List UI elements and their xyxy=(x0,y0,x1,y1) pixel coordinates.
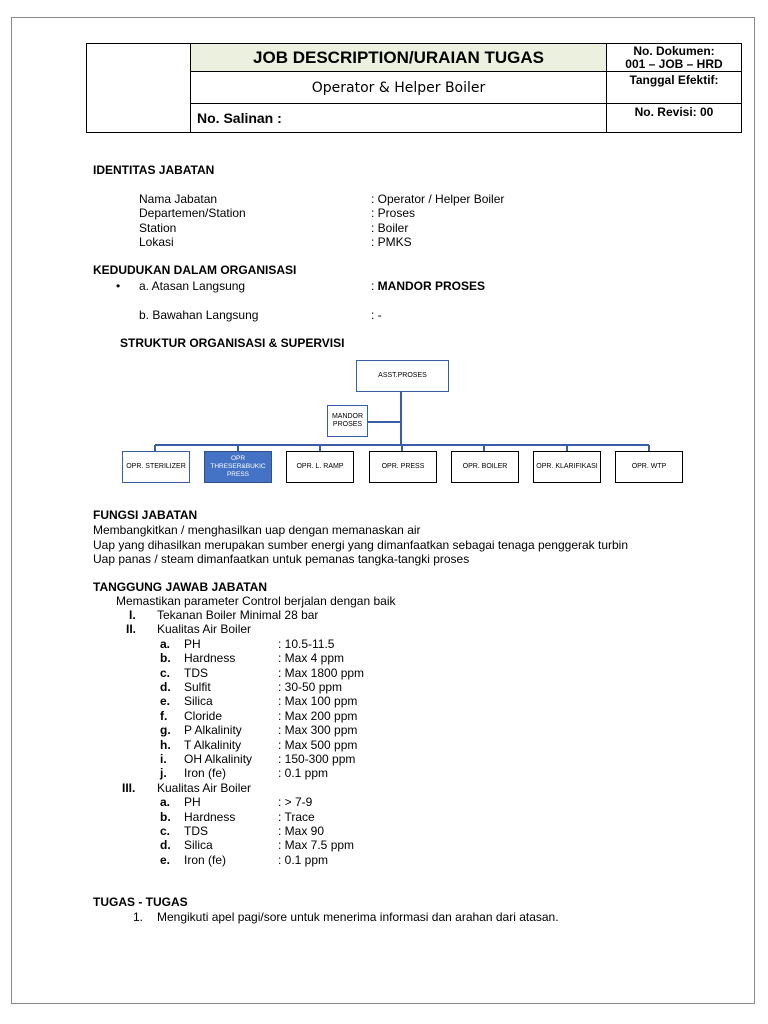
section-heading-kedudukan: KEDUDUKAN DALAM ORGANISASI xyxy=(93,263,297,277)
document-header-table xyxy=(86,43,742,133)
parameter-letter: e. xyxy=(160,694,171,709)
document-number xyxy=(607,44,741,72)
section-title: Tekanan Boiler Minimal 28 bar xyxy=(157,608,319,622)
tugas-number: 1. xyxy=(133,910,144,924)
identitas-label: Lokasi xyxy=(139,234,174,249)
parameter-name: Cloride xyxy=(184,708,223,723)
atasan-colon: : xyxy=(371,279,378,293)
parameter-name: Silica xyxy=(184,694,213,709)
parameter-name: Iron (fe) xyxy=(184,766,227,781)
document-title: JOB DESCRIPTION/URAIAN TUGAS xyxy=(191,44,607,72)
atasan-name: MANDOR PROSES xyxy=(377,279,486,293)
parameter-value: : Max 7.5 ppm xyxy=(278,838,355,853)
document-number-value: 001 – JOB – HRD xyxy=(625,57,723,71)
tugas-text: Mengikuti apel pagi/sore untuk menerima informasi dan arahan dari atasan. xyxy=(157,910,559,924)
identitas-value: : Operator / Helper Boiler xyxy=(371,192,505,206)
identitas-label: Station xyxy=(139,220,177,235)
parameter-value: : 0.1 ppm xyxy=(278,852,329,867)
parameter-value: : 0.1 ppm xyxy=(278,766,329,781)
parameter-name: TDS xyxy=(184,665,208,680)
parameter-letter: c. xyxy=(160,665,171,680)
parameter-name: PH xyxy=(184,795,201,810)
section-title: Kualitas Air Boiler xyxy=(157,780,252,795)
identitas-label: Departemen/Station xyxy=(139,206,246,221)
org-box-operator: OPR. L. RAMP xyxy=(286,451,354,483)
parameter-name: P Alkalinity xyxy=(184,723,242,738)
parameter-value: : > 7-9 xyxy=(278,795,313,810)
parameter-value: : Max 1800 ppm xyxy=(278,665,365,680)
fungsi-line: Uap yang dihasilkan merupakan sumber energi yang dimanfaatkan sebagai tenaga penggerak turbin xyxy=(93,537,629,552)
parameter-letter: c. xyxy=(160,824,171,838)
section-heading-fungsi: FUNGSI JABATAN xyxy=(93,508,198,522)
bawahan-label: b. Bawahan Langsung xyxy=(139,308,259,322)
atasan-value xyxy=(371,279,485,293)
parameter-name: Iron (fe) xyxy=(184,852,227,867)
section-heading-struktur: STRUKTUR ORGANISASI & SUPERVISI xyxy=(120,336,345,350)
section-heading-tanggung-jawab: TANGGUNG JAWAB JABATAN xyxy=(93,580,267,594)
parameter-letter: b. xyxy=(160,809,171,824)
parameter-value: : Max 500 ppm xyxy=(278,737,358,752)
parameter-value: : Max 300 ppm xyxy=(278,723,358,738)
org-box-operator: OPR. STERILIZER xyxy=(122,451,190,483)
parameter-value: : 30-50 ppm xyxy=(278,680,343,694)
parameter-letter: b. xyxy=(160,651,171,666)
parameter-value: : 150-300 ppm xyxy=(278,752,356,766)
parameter-letter: i. xyxy=(160,752,167,766)
parameter-name: Hardness xyxy=(184,809,236,824)
identitas-label: Nama Jabatan xyxy=(139,192,218,206)
parameter-name: PH xyxy=(184,636,201,651)
parameter-value: : Trace xyxy=(278,809,315,824)
section-heading-identitas: IDENTITAS JABATAN xyxy=(93,163,215,177)
org-box-operator: OPR. PRESS xyxy=(369,451,437,483)
section-number: II. xyxy=(126,622,137,637)
parameter-name: T Alkalinity xyxy=(184,737,242,752)
org-box-mandor-proses: MANDOR PROSES xyxy=(327,405,368,437)
parameter-value: : Max 4 ppm xyxy=(278,651,345,666)
section-number: III. xyxy=(122,780,136,795)
parameter-letter: a. xyxy=(160,795,171,810)
org-box-operator: OPR. KLARIFIKASI xyxy=(533,451,601,483)
parameter-value: : Max 90 xyxy=(278,824,325,838)
parameter-letter: e. xyxy=(160,852,171,867)
identitas-value: : Boiler xyxy=(371,220,409,235)
section-heading-tugas: TUGAS - TUGAS xyxy=(93,895,188,909)
parameter-letter: h. xyxy=(160,737,171,752)
org-box-operator: OPR THRESER&BUKIC PRESS xyxy=(204,451,272,483)
parameter-letter: d. xyxy=(160,680,171,694)
parameter-name: OH Alkalinity xyxy=(184,752,253,766)
org-box-operator: OPR. WTP xyxy=(615,451,683,483)
parameter-letter: g. xyxy=(160,723,171,738)
parameter-name: Sulfit xyxy=(184,680,211,694)
parameter-value: : Max 200 ppm xyxy=(278,708,358,723)
section-number: I. xyxy=(129,608,136,622)
bawahan-value: : - xyxy=(371,308,382,322)
parameter-name: Silica xyxy=(184,838,213,853)
parameter-name: Hardness xyxy=(184,651,236,666)
fungsi-line: Uap panas / steam dimanfaatkan untuk pemanas tangka-tangki proses xyxy=(93,552,470,566)
parameter-letter: a. xyxy=(160,636,171,651)
bullet: • xyxy=(116,279,121,293)
identitas-value: : Proses xyxy=(371,206,416,221)
parameter-value: : Max 100 ppm xyxy=(278,694,358,709)
org-box-asst-proses: ASST.PROSES xyxy=(356,360,449,392)
section-title: Kualitas Air Boiler xyxy=(157,622,252,637)
identitas-value: : PMKS xyxy=(371,234,412,249)
parameter-letter: d. xyxy=(160,838,171,853)
atasan-label: a. Atasan Langsung xyxy=(139,279,246,293)
tanggung-jawab-intro: Memastikan parameter Control berjalan dengan baik xyxy=(116,594,396,608)
logo-cell xyxy=(87,44,191,132)
parameter-letter: j. xyxy=(160,766,167,781)
parameter-value: : 10.5-11.5 xyxy=(278,636,335,651)
effective-date-label: Tanggal Efektif: xyxy=(607,72,741,104)
copy-number-label: No. Salinan : xyxy=(191,104,607,132)
org-box-operator: OPR. BOILER xyxy=(451,451,519,483)
document-number-label: No. Dokumen: xyxy=(633,44,715,58)
parameter-letter: f. xyxy=(160,708,168,723)
fungsi-line: Membangkitkan / menghasilkan uap dengan memanaskan air xyxy=(93,523,421,537)
parameter-name: TDS xyxy=(184,824,208,838)
document-subtitle: Operator & Helper Boiler xyxy=(191,72,607,104)
revision-number: No. Revisi: 00 xyxy=(634,105,714,119)
